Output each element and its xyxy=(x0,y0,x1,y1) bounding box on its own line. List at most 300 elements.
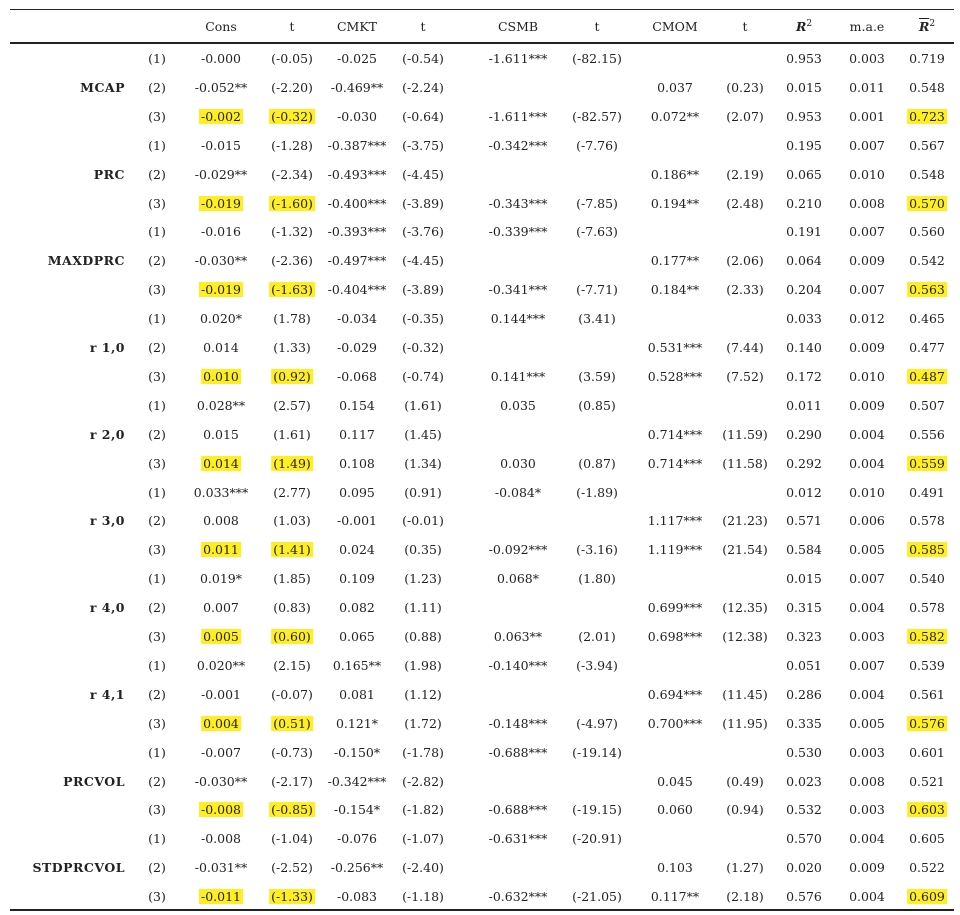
cell-value: (0.87) xyxy=(578,455,616,471)
model-number xyxy=(148,774,166,790)
cell-value: 0.007 xyxy=(849,657,885,673)
table-cell xyxy=(849,542,885,558)
table-cell xyxy=(849,456,885,472)
cell-value: 0.012 xyxy=(786,484,822,500)
cell-value: -0.631*** xyxy=(488,831,548,847)
table-cell xyxy=(648,600,703,616)
model-number xyxy=(148,427,166,443)
table-cell xyxy=(269,196,315,212)
header-text: Cons xyxy=(205,19,237,34)
table-cell xyxy=(200,571,242,587)
table-cell xyxy=(849,196,885,212)
cell-value: (-2.20) xyxy=(271,79,313,95)
cell-value: (-0.32) xyxy=(402,340,444,355)
row-group-label: PRCVOL xyxy=(63,773,125,789)
table-cell xyxy=(402,340,444,356)
cell-value: 0.015 xyxy=(786,79,822,95)
header-cell xyxy=(796,19,812,35)
table-cell xyxy=(849,224,885,240)
table-cell xyxy=(726,282,764,298)
table-cell xyxy=(651,196,699,212)
table-cell xyxy=(271,687,313,703)
cell-value: 0.698*** xyxy=(647,629,703,644)
cell-value: (1.61) xyxy=(273,426,311,442)
table-cell xyxy=(203,600,239,616)
table-cell xyxy=(648,542,703,558)
cell-value: 0.035 xyxy=(500,397,536,413)
table-cell xyxy=(786,485,822,501)
cell-value: 0.117** xyxy=(650,889,700,905)
cell-value: 0.020 xyxy=(786,860,822,876)
cell-value: 0.184** xyxy=(650,282,700,298)
table-cell xyxy=(201,369,241,385)
cell-value: 0.007 xyxy=(203,600,239,616)
header-cell xyxy=(337,19,377,35)
header-text: m.a.e xyxy=(849,19,885,34)
cell-value: 0.540 xyxy=(909,571,945,587)
cell-value: 0.068* xyxy=(496,571,540,587)
cell-value: (2.15) xyxy=(273,657,311,673)
table-cell xyxy=(328,774,387,790)
table-cell xyxy=(651,282,699,298)
table-cell xyxy=(404,658,442,674)
table-cell xyxy=(495,485,541,501)
row-group-label: MAXDPRC xyxy=(47,253,125,269)
table-cell xyxy=(849,340,885,356)
cell-value: 0.004 xyxy=(849,686,885,702)
header-cell xyxy=(289,19,294,35)
cell-value: (-21.05) xyxy=(572,889,622,905)
cell-value: (2.77) xyxy=(273,484,311,500)
table-cell xyxy=(339,456,375,472)
table-cell xyxy=(578,629,616,645)
cell-value: (-82.57) xyxy=(572,108,622,124)
cell-value: 0.024 xyxy=(339,542,375,558)
cell-value: 0.714*** xyxy=(647,455,703,471)
table-cell xyxy=(849,282,885,298)
table-cell xyxy=(402,253,444,269)
table-cell xyxy=(786,456,822,472)
table-cell xyxy=(786,224,822,240)
cell-value: (2.07) xyxy=(726,108,764,124)
cell-value: (2.48) xyxy=(726,195,764,211)
cell-value: 0.605 xyxy=(909,831,945,847)
cell-value: (-3.89) xyxy=(402,195,444,211)
cell-value: -0.493*** xyxy=(327,166,387,182)
cell-value: (2.01) xyxy=(578,629,616,644)
cell-value: (1.03) xyxy=(273,513,311,529)
cell-value: (1.27) xyxy=(726,860,764,876)
header-text: R xyxy=(795,19,807,34)
cell-value: 0.008 xyxy=(203,513,239,529)
cell-value: -0.688*** xyxy=(488,802,548,818)
table-cell xyxy=(726,802,764,818)
table-cell xyxy=(722,513,768,529)
cell-value: -0.008 xyxy=(200,802,242,818)
table-cell xyxy=(786,167,822,183)
cell-value: (2.18) xyxy=(726,889,764,905)
cell-value: (21.54) xyxy=(722,542,768,558)
cell-value: (0.85) xyxy=(578,397,616,413)
cell-value: (3) xyxy=(148,282,166,298)
model-number xyxy=(148,860,166,876)
model-number xyxy=(148,340,166,356)
model-number xyxy=(148,542,166,558)
table-cell xyxy=(909,224,945,240)
cell-value: -0.015 xyxy=(200,137,242,153)
header-text: t xyxy=(742,19,748,34)
table-cell xyxy=(849,513,885,529)
cell-value: 0.005 xyxy=(849,715,885,731)
cell-value: -0.469** xyxy=(330,79,384,95)
table-cell xyxy=(404,485,442,501)
cell-value: 0.700*** xyxy=(647,715,703,731)
cell-value: (-1.78) xyxy=(402,744,444,760)
cell-value: (11.59) xyxy=(722,426,768,442)
cell-value: -0.154* xyxy=(333,802,381,818)
cell-value: 0.165** xyxy=(332,657,382,673)
cell-value: (3) xyxy=(148,195,166,211)
table-cell xyxy=(339,398,375,414)
table-cell xyxy=(201,831,241,847)
cell-value: 0.020** xyxy=(196,657,246,673)
cell-value: (2.19) xyxy=(726,166,764,182)
cell-value: 0.210 xyxy=(786,195,822,211)
cell-value: (21.23) xyxy=(722,513,768,529)
cell-value: 0.559 xyxy=(909,455,945,471)
table-cell xyxy=(194,485,249,501)
row-group-label: PRC xyxy=(93,166,125,182)
cell-value: 0.010 xyxy=(849,368,885,384)
cell-value: 0.081 xyxy=(339,686,375,702)
table-cell xyxy=(909,398,945,414)
cell-value: 0.323 xyxy=(786,629,822,644)
cell-value: 0.140 xyxy=(786,340,822,355)
table-cell xyxy=(273,658,311,674)
table-cell xyxy=(489,282,548,298)
cell-value: 0.037 xyxy=(657,79,693,95)
table-cell xyxy=(271,716,313,732)
model-number xyxy=(148,600,166,616)
cell-value: -0.068 xyxy=(336,368,378,384)
cell-value: 0.578 xyxy=(909,513,945,529)
cell-value: 0.290 xyxy=(786,426,822,442)
model-number xyxy=(148,716,166,732)
table-cell xyxy=(726,253,764,269)
model-number xyxy=(148,196,166,212)
table-cell xyxy=(651,109,699,125)
header-text: t xyxy=(289,19,295,34)
table-cell xyxy=(339,687,375,703)
cell-value: 0.015 xyxy=(203,426,239,442)
header-cell xyxy=(594,19,599,35)
cell-value: -0.404*** xyxy=(327,282,387,298)
table-cell xyxy=(726,889,764,905)
table-cell xyxy=(195,860,248,876)
table-cell xyxy=(722,456,768,472)
table-cell xyxy=(572,802,622,818)
table-cell xyxy=(337,109,377,125)
table-cell xyxy=(331,860,384,876)
table-cell xyxy=(337,513,377,529)
cell-value: (2.57) xyxy=(273,397,311,413)
cell-value: (-20.91) xyxy=(572,831,622,847)
cell-value: (-2.36) xyxy=(271,253,313,269)
table-cell xyxy=(328,253,387,269)
model-number xyxy=(148,658,166,674)
table-cell xyxy=(489,745,548,761)
table-cell xyxy=(337,369,377,385)
table-cell xyxy=(909,600,945,616)
table-cell xyxy=(269,802,315,818)
model-number xyxy=(148,571,166,587)
cell-value: (-0.74) xyxy=(402,368,444,384)
table-cell xyxy=(404,716,442,732)
cell-value: 0.465 xyxy=(909,311,945,327)
cell-value: (-1.60) xyxy=(271,195,313,211)
table-cell xyxy=(576,485,618,501)
table-cell xyxy=(273,398,311,414)
cell-value: 0.542 xyxy=(909,253,945,269)
table-cell xyxy=(203,513,239,529)
cell-value: 0.567 xyxy=(909,137,945,153)
cell-value: (2) xyxy=(148,79,166,95)
cell-value: (-4.45) xyxy=(402,166,444,182)
cell-value: 0.003 xyxy=(849,51,885,66)
cell-value: -0.140*** xyxy=(488,657,548,673)
table-cell xyxy=(489,138,548,154)
table-cell xyxy=(578,311,616,327)
table-cell xyxy=(648,687,703,703)
table-cell xyxy=(337,340,377,356)
cell-value: 0.010 xyxy=(849,166,885,182)
top-rule xyxy=(10,9,954,10)
cell-value: 0.011 xyxy=(849,79,885,95)
model-number xyxy=(148,485,166,501)
table-cell xyxy=(909,745,945,761)
header-cell xyxy=(652,19,697,35)
cell-value: -0.393*** xyxy=(327,224,387,240)
cell-value: 0.007 xyxy=(849,282,885,298)
table-cell xyxy=(907,456,947,472)
table-cell xyxy=(722,716,768,732)
table-cell xyxy=(726,167,764,183)
table-cell xyxy=(648,340,703,356)
model-number xyxy=(148,253,166,269)
cell-value: -0.342*** xyxy=(488,137,548,153)
table-cell xyxy=(201,542,241,558)
cell-value: -0.019 xyxy=(200,195,242,211)
cell-value: (3) xyxy=(148,108,166,124)
table-cell xyxy=(339,600,375,616)
cell-value: 0.004 xyxy=(849,455,885,471)
table-cell xyxy=(494,629,542,645)
cell-value: (2) xyxy=(148,513,166,529)
cell-value: -0.256** xyxy=(330,860,384,876)
cell-value: (-2.24) xyxy=(402,79,444,95)
table-cell xyxy=(786,398,822,414)
table-cell xyxy=(907,542,947,558)
cell-value: -0.387*** xyxy=(327,137,387,153)
table-cell xyxy=(271,629,313,645)
table-cell xyxy=(909,253,945,269)
table-cell xyxy=(576,224,618,240)
table-cell xyxy=(489,802,548,818)
table-cell xyxy=(271,745,313,761)
cell-value: 0.004 xyxy=(203,715,239,731)
table-cell xyxy=(726,774,764,790)
table-cell xyxy=(786,774,822,790)
header-cell xyxy=(850,19,885,35)
cell-value: (2) xyxy=(148,600,166,616)
cell-value: -0.339*** xyxy=(488,224,548,240)
cell-value: (1) xyxy=(148,224,166,240)
cell-value: (1) xyxy=(148,137,166,153)
cell-value: (3) xyxy=(148,368,166,384)
cell-value: 0.570 xyxy=(786,831,822,847)
table-cell xyxy=(402,196,444,212)
cell-value: -0.001 xyxy=(336,513,378,529)
model-number xyxy=(148,802,166,818)
cell-value: 0.477 xyxy=(909,340,945,355)
cell-value: 0.004 xyxy=(849,426,885,442)
table-cell xyxy=(337,889,377,905)
cell-value: 0.141*** xyxy=(490,368,546,384)
cell-value: 0.007 xyxy=(849,224,885,240)
model-number xyxy=(148,311,166,327)
header-text: $\overline{R}$ xyxy=(918,19,930,34)
table-cell xyxy=(271,542,313,558)
cell-value: (0.35) xyxy=(404,542,442,558)
cell-value: 0.561 xyxy=(909,686,945,702)
table-cell xyxy=(849,253,885,269)
cell-value: -0.008 xyxy=(200,831,242,847)
table-cell xyxy=(849,658,885,674)
cell-value: -0.148*** xyxy=(488,715,548,731)
cell-value: 0.003 xyxy=(849,802,885,818)
header-rule xyxy=(10,42,954,44)
table-cell xyxy=(849,860,885,876)
table-cell xyxy=(195,774,248,790)
table-cell xyxy=(651,889,699,905)
table-cell xyxy=(491,369,546,385)
table-cell xyxy=(197,658,245,674)
cell-value: 0.177** xyxy=(650,253,700,269)
table-cell xyxy=(500,456,536,472)
cell-value: (2) xyxy=(148,860,166,876)
table-cell xyxy=(578,456,616,472)
model-number xyxy=(148,889,166,905)
header-text: CMKT xyxy=(336,19,378,34)
cell-value: 0.172 xyxy=(786,368,822,384)
cell-value: -0.007 xyxy=(200,744,242,760)
table-cell xyxy=(849,311,885,327)
cell-value: (-1.04) xyxy=(271,831,313,847)
table-cell xyxy=(404,456,442,472)
cell-value: 0.009 xyxy=(849,860,885,876)
model-number xyxy=(148,80,166,96)
table-cell xyxy=(909,340,945,356)
table-cell xyxy=(907,629,947,645)
table-cell xyxy=(339,571,375,587)
cell-value: 0.491 xyxy=(909,484,945,500)
cell-value: (-7.71) xyxy=(576,282,618,298)
table-cell xyxy=(786,658,822,674)
cell-value: 0.556 xyxy=(909,426,945,442)
table-cell xyxy=(907,282,947,298)
cell-value: 0.009 xyxy=(849,253,885,269)
table-cell xyxy=(404,600,442,616)
cell-value: (-4.45) xyxy=(402,253,444,269)
table-cell xyxy=(201,687,241,703)
header-cell xyxy=(205,19,237,35)
table-cell xyxy=(648,513,703,529)
table-cell xyxy=(576,542,618,558)
table-cell xyxy=(909,311,945,327)
model-number xyxy=(148,167,166,183)
cell-value: (0.94) xyxy=(726,802,764,818)
table-cell xyxy=(907,369,947,385)
cell-value: (1) xyxy=(148,571,166,587)
cell-value: 0.548 xyxy=(909,166,945,182)
table-cell xyxy=(489,831,548,847)
cell-value: (1.34) xyxy=(404,455,442,471)
cell-value: (11.58) xyxy=(722,455,768,471)
table-cell xyxy=(909,485,945,501)
table-cell xyxy=(269,109,315,125)
table-cell xyxy=(402,774,444,790)
model-number xyxy=(148,369,166,385)
table-cell xyxy=(849,629,885,645)
cell-value: 0.011 xyxy=(203,542,239,558)
cell-value: (1) xyxy=(148,51,166,66)
table-cell xyxy=(849,802,885,818)
table-cell xyxy=(786,513,822,529)
table-cell xyxy=(404,542,442,558)
table-cell xyxy=(402,802,444,818)
header-superscript: 2 xyxy=(929,18,936,29)
cell-value: 0.315 xyxy=(786,600,822,616)
table-cell xyxy=(402,889,444,905)
model-number xyxy=(148,138,166,154)
cell-value: (-82.15) xyxy=(572,51,622,66)
table-cell xyxy=(722,600,768,616)
cell-value: -0.031** xyxy=(194,860,248,876)
row-group-label: r 4,1 xyxy=(89,686,125,702)
table-cell xyxy=(337,311,377,327)
table-cell xyxy=(339,542,375,558)
table-cell xyxy=(572,51,622,67)
table-cell xyxy=(271,369,313,385)
cell-value: 0.033 xyxy=(786,311,822,327)
cell-value: 0.286 xyxy=(786,686,822,702)
cell-value: (1) xyxy=(148,397,166,413)
cell-value: 0.292 xyxy=(786,455,822,471)
cell-value: 0.064 xyxy=(786,253,822,269)
model-number xyxy=(148,831,166,847)
cell-value: 0.072** xyxy=(650,108,700,124)
table-cell xyxy=(273,571,311,587)
table-cell xyxy=(271,831,313,847)
table-cell xyxy=(402,513,444,529)
table-cell xyxy=(195,253,248,269)
table-cell xyxy=(328,138,387,154)
cell-value: (-2.34) xyxy=(271,166,313,182)
cell-value: (1.98) xyxy=(404,657,442,673)
header-cell xyxy=(742,19,747,35)
table-cell xyxy=(339,485,375,501)
cell-value: 0.019* xyxy=(199,571,243,587)
